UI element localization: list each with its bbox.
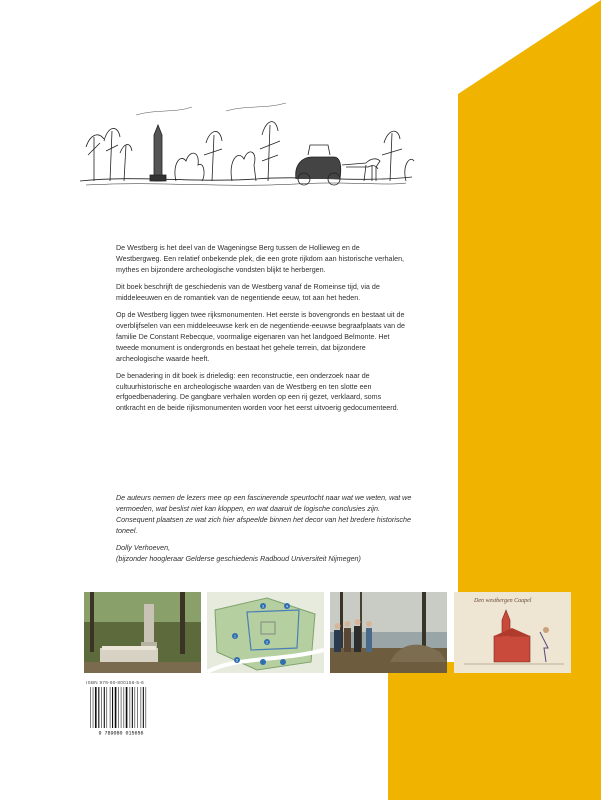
barcode-bar	[130, 687, 131, 728]
barcode-bar	[95, 687, 97, 728]
paragraph-3: Op de Westberg liggen twee rijksmonumenten. Het eerste is bovengronds en bestaat uit de overblijfselen van een middeleeuwse kerk en de negentiende-eeuwse begraafplaats van de familie De Constant Rebecque, voormalige eigenaren van het landgoed Belmonte. Het tweede monument is ondergronds en bestaat het gehele terrein, dat bijzondere archeologische waarde heeft.	[116, 310, 405, 363]
group-visitors-forest-photo	[330, 592, 447, 673]
barcode-bar	[115, 687, 117, 728]
barcode-bar	[118, 687, 119, 728]
paragraph-4: De benadering in dit boek is drieledig: een reconstructie, een onderzoek naar de cultuurhistorische en archeologische waarden van de Westberg en ten slotte een erfgoedbenadering. De gangbare verhalen worden op een rij gezet, verklaard, soms ontkracht en de beide rijksmonumenten worden voor het eerst uitvoerig gedocumenteerd.	[116, 371, 399, 413]
map-marker-2: 2	[266, 640, 268, 645]
barcode-bar	[137, 687, 138, 728]
historic-church-drawing	[454, 592, 571, 673]
grave-monument-photo	[84, 592, 201, 673]
map-marker-4: 4	[286, 604, 288, 609]
barcode-bar	[101, 687, 102, 728]
map-marker-5: 5	[236, 658, 238, 663]
barcode-bar	[112, 687, 113, 728]
paragraph-1: De Westberg is het deel van de Wageningse Berg tussen de Hollieweg en de Westbergweg. Een relatief onbekende plek, die een grote rijkdom aan historische verhalen, mythes en bijzondere archeologische vondsten blijkt te herbergen.	[116, 244, 405, 274]
barcode-bar	[124, 687, 125, 728]
barcode-bar	[121, 687, 122, 728]
paragraph-2: Dit boek beschrijft de geschiedenis van de Westberg vanaf de Romeinse tijd, via de middeleeuwen en de romantiek van de negentiende eeuw, tot aan het heden.	[116, 282, 380, 302]
quote-author-role: (bijzonder hoogleraar Gelderse geschiedenis Radboud Universiteit Nijmegen)	[116, 554, 361, 563]
drawing-caption: Den westbergen Caapel	[474, 598, 532, 604]
quote-text: De auteurs nemen de lezers mee op een fascinerende speurtocht naar wat we weten, wat we vermoeden, wat beslist niet kan kloppen, en wat daaruit de logische conclusies zijn. Consequent plaatsen ze wat zich hier afspeelde binnen het decor van het bredere historische toneel.	[116, 494, 412, 535]
barcode-bar	[110, 687, 111, 728]
barcode-bar	[98, 687, 99, 728]
barcode-bar	[143, 687, 144, 728]
barcode-bar	[126, 687, 128, 728]
engraving-illustration	[76, 95, 416, 195]
endorsement-quote	[116, 493, 412, 564]
map-marker-3: 3	[262, 604, 264, 609]
barcode-bar	[107, 687, 108, 728]
barcode-bar	[146, 687, 147, 728]
quote-author: Dolly Verhoeven,	[116, 543, 171, 552]
site-map-thumbnail	[207, 592, 324, 673]
barcode-bar	[104, 687, 105, 728]
barcode-bar	[132, 687, 133, 728]
barcode-bar	[90, 687, 91, 728]
barcode-digits: 9 789080 015656	[98, 730, 144, 736]
description-text	[116, 243, 406, 420]
barcode	[86, 687, 156, 736]
barcode-bar	[141, 687, 142, 728]
barcode-bar	[93, 687, 94, 728]
isbn-label: ISBN 978-90-800156-5-6	[86, 680, 144, 685]
map-marker-1: 1	[234, 634, 236, 639]
barcode-bar	[135, 687, 136, 728]
